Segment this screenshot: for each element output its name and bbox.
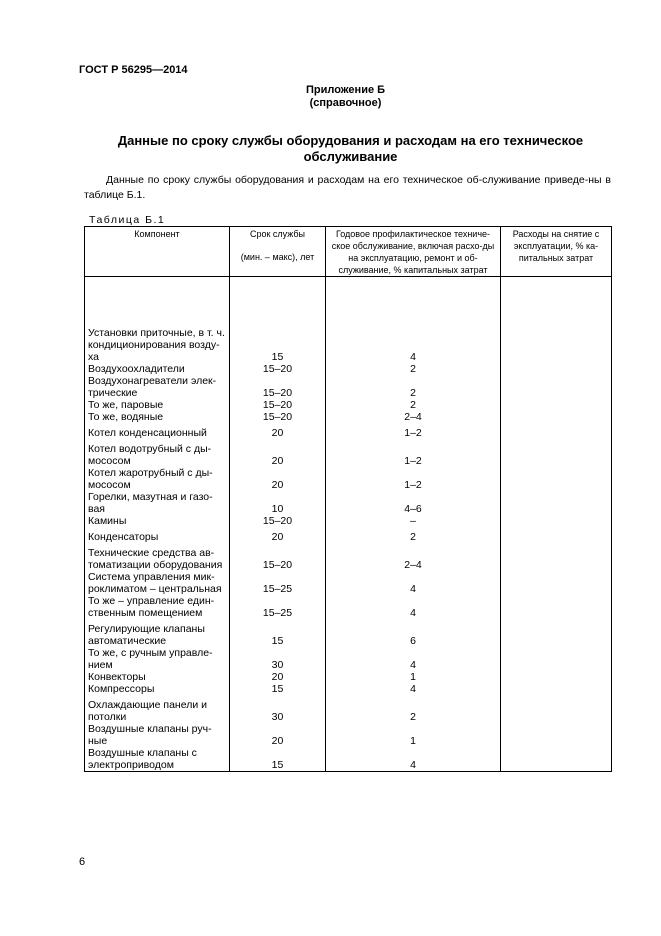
table-row [85,671,612,683]
table-row [85,683,612,695]
cell-decommission [501,277,612,364]
cell-component: Котел водотрубный с ды-мососом [85,439,230,467]
cell-service-life: 15 [230,277,326,364]
cell-component: Конденсаторы [85,527,230,543]
cell-component: Система управления мик-роклиматом – центральная [85,571,230,595]
intro-paragraph: Данные по сроку службы оборудования и расходам на его техническое об-служивание приведе-ны в таблице Б.1. [84,174,611,201]
table-row [85,375,612,399]
cell-decommission [501,399,612,411]
cell-decommission [501,423,612,439]
cell-service-life: 10 [230,491,326,515]
cell-maintenance: 4 [326,595,501,619]
cell-service-life: 20 [230,527,326,543]
cell-service-life: 15 [230,747,326,772]
cell-maintenance: 4–6 [326,491,501,515]
cell-maintenance: 1–2 [326,423,501,439]
cell-component: Котел жаротрубный с ды-мососом [85,467,230,491]
cell-component: Воздушные клапаны с электроприводом [85,747,230,772]
table-row [85,723,612,747]
cell-service-life: 30 [230,647,326,671]
cell-decommission [501,375,612,399]
table-row [85,423,612,439]
cell-maintenance: 2 [326,399,501,411]
table-row [85,571,612,595]
annex-title: Приложение Б [305,84,386,96]
table-row [85,619,612,647]
cell-maintenance: 4 [326,647,501,671]
table-row [85,439,612,467]
cell-decommission [501,647,612,671]
cell-component: Котел конденсационный [85,423,230,439]
cell-service-life: 20 [230,439,326,467]
cell-decommission [501,411,612,423]
cell-decommission [501,723,612,747]
cell-service-life: 30 [230,695,326,723]
cell-service-life: 15–25 [230,595,326,619]
cell-decommission [501,695,612,723]
header-service-life [230,227,326,277]
table-row [85,411,612,423]
cell-decommission [501,543,612,571]
cell-component: Воздухонагреватели элек-трические [85,375,230,399]
table-row [85,647,612,671]
cell-decommission [501,439,612,467]
cell-maintenance: 4 [326,747,501,772]
cell-service-life: 20 [230,723,326,747]
page-title: Данные по сроку службы оборудования и расходам на его техническое обслуживание [117,133,584,164]
cell-component: Технические средства ав-томатизации оборудования [85,543,230,571]
cell-decommission [501,491,612,515]
cell-component: То же, паровые [85,399,230,411]
cell-decommission [501,671,612,683]
cell-service-life: 15–20 [230,375,326,399]
cell-component: Установки приточные, в т. ч. кондиционирования возду-ха [85,277,230,364]
service-life-table [84,226,612,772]
cell-service-life: 15–20 [230,515,326,527]
cell-maintenance: – [326,515,501,527]
cell-service-life: 15–20 [230,399,326,411]
table-row [85,491,612,515]
cell-component: То же, водяные [85,411,230,423]
cell-service-life: 15 [230,683,326,695]
cell-maintenance: 4 [326,277,501,364]
cell-component: Компрессоры [85,683,230,695]
cell-maintenance: 2–4 [326,543,501,571]
cell-maintenance: 2 [326,375,501,399]
table-row [85,695,612,723]
table-row [85,277,612,364]
table-header-row [85,227,612,277]
table-caption: Таблица Б.1 [89,214,166,226]
cell-maintenance: 2 [326,695,501,723]
cell-component: Горелки, мазутная и газо-вая [85,491,230,515]
cell-component: Охлаждающие панели и потолки [85,695,230,723]
cell-component: Конвекторы [85,671,230,683]
cell-maintenance: 1 [326,723,501,747]
table-row [85,543,612,571]
cell-service-life: 15–20 [230,411,326,423]
table-row [85,595,612,619]
cell-decommission [501,515,612,527]
cell-decommission [501,747,612,772]
cell-service-life: 20 [230,423,326,439]
cell-maintenance: 1 [326,671,501,683]
cell-maintenance: 1–2 [326,439,501,467]
header-decommission: Расходы на снятие с эксплуатации, % ка-питальных затрат [501,227,612,277]
cell-component: Регулирующие клапаны автоматические [85,619,230,647]
cell-component: То же, с ручным управле-нием [85,647,230,671]
cell-maintenance: 2 [326,527,501,543]
cell-component: Воздушные клапаны руч-ные [85,723,230,747]
annex-heading [0,84,661,110]
cell-decommission [501,527,612,543]
cell-maintenance: 2 [326,363,501,375]
table-row [85,515,612,527]
standard-number: ГОСТ Р 56295—2014 [79,64,188,76]
header-service-life-unit: (мин. – макс), лет [240,252,315,262]
table-body [85,277,612,772]
header-service-life-label: Срок службы [249,229,306,239]
cell-component: То же – управление един-ственным помещением [85,595,230,619]
cell-decommission [501,595,612,619]
cell-service-life: 15–20 [230,363,326,375]
cell-maintenance: 1–2 [326,467,501,491]
table-row [85,747,612,772]
cell-service-life: 15–25 [230,571,326,595]
header-maintenance: Годовое профилактическое техниче-ское обслуживание, включая расхо-ды на эксплуатацию, ремонт и об-служивание, % капитальных затрат [326,227,501,277]
table-row [85,467,612,491]
cell-service-life: 15–20 [230,543,326,571]
cell-decommission [501,571,612,595]
cell-maintenance: 4 [326,571,501,595]
cell-decommission [501,363,612,375]
table-row [85,399,612,411]
cell-decommission [501,619,612,647]
annex-type: (справочное) [309,97,382,109]
cell-maintenance: 6 [326,619,501,647]
cell-maintenance: 4 [326,683,501,695]
cell-decommission [501,467,612,491]
cell-component: Воздухоохладители [85,363,230,375]
cell-maintenance: 2–4 [326,411,501,423]
cell-service-life: 20 [230,671,326,683]
cell-decommission [501,683,612,695]
cell-component: Камины [85,515,230,527]
page-number: 6 [79,856,86,868]
table-row [85,363,612,375]
cell-service-life: 20 [230,467,326,491]
header-component: Компонент [85,227,230,277]
cell-service-life: 15 [230,619,326,647]
table-row [85,527,612,543]
